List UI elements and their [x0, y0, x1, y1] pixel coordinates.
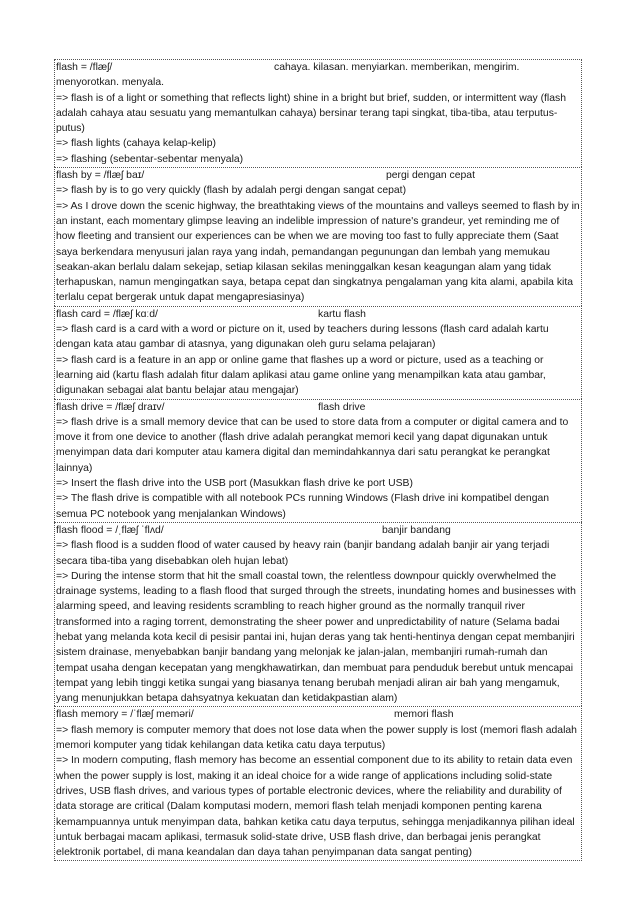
entry-line: => flash memory is computer memory that does not lose data when the power supply is lost (memori flash adalah memori komputer yang tidak kehilangan data ketika catu daya terputus) [56, 724, 577, 752]
entry-word: flash memory = /ˈflæʃ meməri/ [56, 709, 194, 721]
entry-line: => The flash drive is compatible with all notebook PCs running Windows (Flash drive ini kompatibel dengan semua PC notebook yang menjalankan Windows) [56, 493, 550, 520]
entry-head [56, 60, 580, 91]
entry-line: => flash by is to go very quickly (flash by adalah pergi dengan sangat cepat) [56, 185, 407, 197]
entry-word: flash card = /flæʃ kɑːd/ [56, 308, 158, 320]
entry-flash-card [54, 306, 582, 399]
dictionary-page [54, 59, 582, 861]
entry-line: => flash lights (cahaya kelap-kelip) [56, 138, 216, 150]
entry-line: => As I drove down the scenic highway, the breathtaking views of the mountains and valleys seemed to flash by in an instant, each momentary glimpse leaving an indelible impression of nature's grandeur, yet reminding me of how fleeting and transient our experiences can be when we are moving too fast to fully appreciate them (Saat saya berkendara menyusuri jalan raya yang indah, pemandangan pegunungan dan lembah yang memukau seakan-akan berlalu dalam sekejap, setiap kilasan sekilas meninggalkan kesan keagungan alam yang tidak terhapuskan, namun mengingatkan saya, betapa cepat dan singkatnya pengalaman yang kita alami, apabila kita terlalu cepat bergerak untuk dapat mengapresiasinya) [56, 200, 580, 304]
entry-line: => During the intense storm that hit the small coastal town, the relentless downpour quickly overwhelmed the drainage systems, leading to a flash flood that surged through the streets, inundating homes and businesses with alarming speed, and leaving residents scrambling to reach higher ground as the normally tranquil river transformed into a raging torrent, demonstrating the sheer power and unpredictability of nature (Selama badai hebat yang melanda kota kecil di pesisir pantai ini, hujan deras yang tak henti-hentinya dengan cepat membanjiri sistem drainase, menyebabkan banjir bandang yang melonjak ke jalan-jalan, membanjiri rumah-rumah dan tempat usaha dengan kecepatan yang mengkhawatirkan, dan membuat para penduduk berebut untuk mencapai tempat yang lebih tinggi ketika sungai yang biasanya tenang berubah menjadi aliran air bah yang mengamuk, yang menunjukkan betapa dahsyatnya kekuatan dan ketidakpastian alam) [56, 570, 576, 705]
entry-flash-flood [54, 522, 582, 707]
entry-flash-memory [54, 706, 582, 861]
entry-line: => flash flood is a sudden flood of water caused by heavy rain (banjir bandang adalah banjir air yang terjadi secara tiba-tiba yang disebabkan oleh hujan lebat) [56, 540, 550, 567]
entry-flash-drive [54, 399, 582, 522]
entry-head [56, 400, 580, 415]
entry-line: => In modern computing, flash memory has become an essential component due to its ability to retain data even when the power supply is lost, making it an ideal choice for a wide range of applications including solid-state drives, USB flash drives, and various types of portable electronic devices, where the reliability and durability of data storage are critical (Dalam komputasi modern, memori flash telah menjadi komponen penting karena kemampuannya untuk menyimpan data, bahkan ketika catu daya terputus, sehingga menjadikannya pilihan ideal untuk berbagai macam aplikasi, termasuk solid-state drive, USB flash drive, dan berbagai jenis perangkat elektronik portabel, di mana keandalan dan daya tahan penyimpanan data sangat penting) [56, 755, 575, 859]
entry-meaning: kartu flash [318, 308, 366, 320]
entry-line: => Insert the flash drive into the USB port (Masukkan flash drive ke port USB) [56, 478, 413, 490]
entry-head [56, 307, 580, 322]
entry-word: flash drive = /flæʃ draɪv/ [56, 401, 165, 413]
entry-line: => flash card is a feature in an app or online game that flashes up a word or picture, used as a teaching or learning aid (kartu flash adalah fitur dalam aplikasi atau game online yang menampilkan kata atau gambar, digunakan sebagai alat bantu belajar atau mengajar) [56, 354, 546, 397]
entry-word: flash flood = /ˌflæʃ ˈflʌd/ [56, 524, 164, 536]
entry-meaning: cahaya. kilasan. menyiarkan. memberikan, mengirim. menyorotkan. menyala. [56, 62, 520, 89]
entry-line: => flash card is a card with a word or picture on it, used by teachers during lessons (flash card adalah kartu dengan kata atau gambar di atasnya, yang digunakan oleh guru selama pelajaran) [56, 324, 549, 351]
entry-meaning: flash drive [318, 401, 366, 413]
entry-head [56, 707, 580, 722]
entry-line: => flash drive is a small memory device that can be used to store data from a computer or digital camera and to move it from one device to another (flash drive adalah perangkat memori kecil yang dapat digunakan untuk menyimpan data dari komputer atau kamera digital dan memindahkannya dari satu perangkat ke perangkat lainnya) [56, 416, 569, 474]
entry-line: => flash is of a light or something that reflects light) shine in a bright but brief, sudden, or intermittent way (flash adalah cahaya atau sesuatu yang memantulkan cahaya) bersinar terang tapi singkat, tiba-tiba, atau terputus-putus) [56, 92, 566, 135]
entry-word: flash by = /flæʃ baɪ/ [56, 170, 145, 182]
entry-meaning: pergi dengan cepat [386, 170, 475, 182]
entry-meaning: memori flash [394, 709, 454, 721]
entry-flash [54, 59, 582, 167]
entry-head [56, 523, 580, 538]
entry-head [56, 168, 580, 183]
entry-flash-by [54, 167, 582, 306]
entry-line: => flashing (sebentar-sebentar menyala) [56, 153, 244, 165]
entry-word: flash = /flæʃ/ [56, 62, 113, 73]
entry-meaning: banjir bandang [382, 524, 451, 536]
